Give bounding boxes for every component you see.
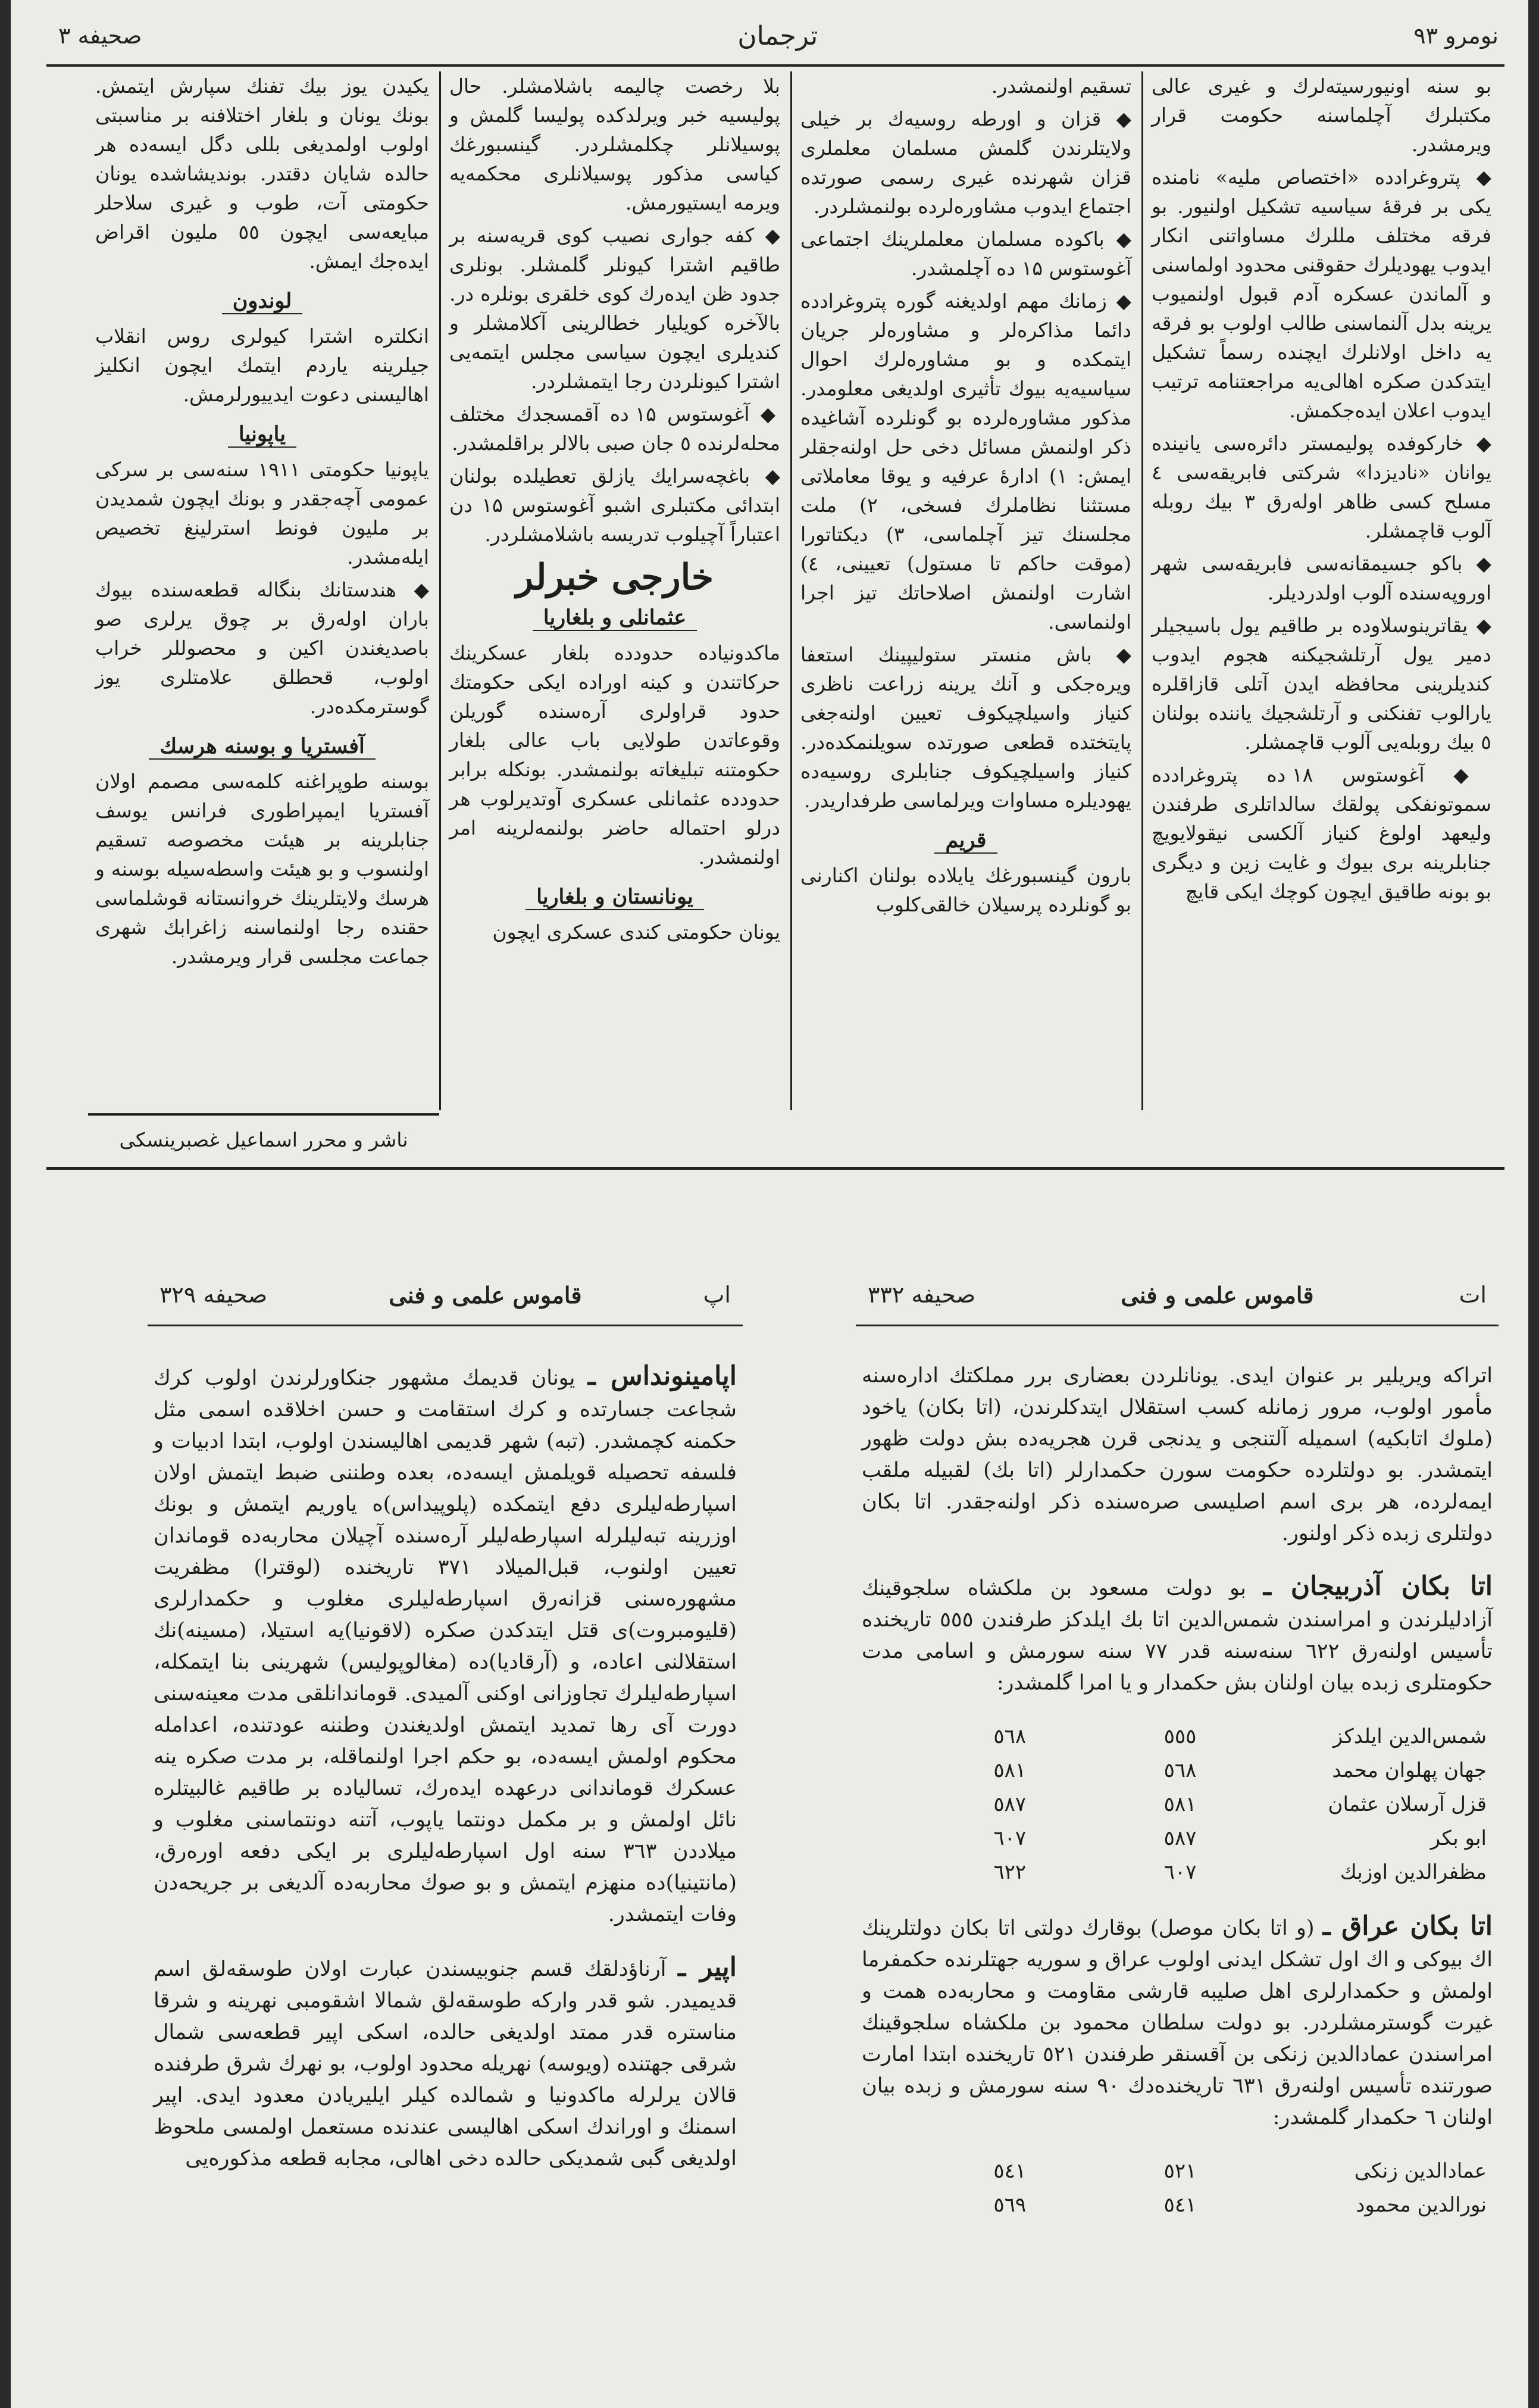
section-heading-text: آفستریا و بوسنه هرسك bbox=[149, 734, 375, 760]
section-heading bbox=[449, 603, 780, 632]
ruler-to: ٥٨۷ bbox=[993, 1792, 1027, 1816]
ruler-row bbox=[862, 2188, 1493, 2222]
ruler-from: ٦۰۷ bbox=[1163, 1860, 1197, 1884]
article-paragraph: ◆ باش منستر ستولیپینك استعفا ویره‌جكی و آنك یرینه زراعت ناظری كنیاز واسیلچیكوف تعیین اولنه‌جغی پایتختده قطعی صورتده سویلنمكده‌در. كنیاز واسیلچیكوف جنابلری روسیه‌ده یهودیلره مساوات ویرلماسی طرفداریدر. bbox=[800, 643, 1131, 812]
ruler-row bbox=[862, 1822, 1493, 1856]
ruler-row bbox=[862, 1788, 1493, 1822]
rulers-table bbox=[862, 1720, 1493, 1889]
article-paragraph: انكلتره اشترا كیولری روس انقلاب جیلرینه یاردم ایتمك ایچون انكلیز اهالیسنی دعوت ایدییورلرمش. bbox=[95, 324, 429, 406]
ruler-name: قزل آرسلان عثمان bbox=[1328, 1792, 1487, 1816]
entry-headword: اپیر ـ bbox=[678, 1952, 737, 1982]
article-paragraph: ◆ آغوستوس ۱۸ ده پتروغرادده سموتونفكی پولقك سالداتلری طرفندن ولیعهد اولوغ كنیاز آلكسی نیقولایویچ جنابلرینه بری بیوك و غایت زین و دیگری بو بونه طاقیق ایچون كوچك ایكی قایچ bbox=[1152, 763, 1491, 903]
foreign-news-title: خارجی خبرلر bbox=[515, 557, 714, 598]
entry-headword: اپامینونداس ـ bbox=[587, 1361, 737, 1391]
lower-right-header-rule bbox=[856, 1325, 1499, 1326]
ruler-name: مظفرالدین اوزبك bbox=[1340, 1860, 1487, 1884]
column-divider bbox=[1141, 71, 1143, 1110]
encyclopedia-right-page bbox=[856, 1339, 1499, 2399]
ruler-row bbox=[862, 1856, 1493, 1889]
article-paragraph: بارون گینسبورغك یایلاده بولنان اكنارنی بو گونلرده پرسیلان خالقی‌كلوب bbox=[800, 864, 1131, 916]
section-heading-text: یونانستان و بلغاریا bbox=[525, 885, 704, 910]
ruler-to: ٦۲۲ bbox=[993, 1860, 1027, 1884]
column-1 bbox=[1144, 71, 1499, 1110]
ruler-from: ٥٤۱ bbox=[1163, 2193, 1197, 2217]
entry-text: بو دولت مسعود بن ملكشاه سلجوقینك آزادلیلرندن و امراسندن شمس‌الدین اتا بك ایلدكز طرفندن ٥٥٥ تاریخنده تأسیس اولنه‌رق ٦۲۲ سنه‌سنه قدر ۷۷ سنه سورمش و اسامی مدت حكومتلری زبده بیان اولنان بش حكمدار و یا امرا گلمشدر: bbox=[862, 1576, 1493, 1695]
article-paragraph: ◆ خاركوفده پولیمستر دائره‌سی یانینده یوانان «نادیزدا» شركتی فابریقه‌سی ٤ مسلح كسی ظاهر اوله‌رق ۳ بیك روبله آلوب قاچمشلر. bbox=[1152, 432, 1492, 542]
page-number-label: صحیفه ۳ bbox=[58, 23, 142, 49]
entry-headword: اتا بكان آذربیجان ـ bbox=[1263, 1571, 1493, 1601]
article-paragraph: یونان حكومتی كندی عسكری ایچون bbox=[492, 920, 780, 944]
ruler-name: نورالدین محمود bbox=[1356, 2193, 1487, 2217]
masthead bbox=[58, 9, 1499, 63]
article-paragraph: یاپونیا حكومتی ۱۹۱۱ سنه‌سی بر سركی عمومی آچه‌جقدر و بونك ایچون شمدیدن بر ملیون فونط استرلینغ تخصیص ایله‌مشدر. bbox=[95, 458, 429, 569]
lower-right-header bbox=[856, 1274, 1499, 1316]
section-heading bbox=[449, 882, 780, 911]
right-page-letters: ات bbox=[1459, 1282, 1487, 1308]
issue-number: نومرو ۹۳ bbox=[1413, 23, 1499, 49]
ruler-row bbox=[862, 1720, 1493, 1754]
article-paragraph: تسقیم اولنمشدر. bbox=[991, 74, 1131, 98]
section-heading-text: عثمانلی و بلغاریا bbox=[533, 605, 697, 631]
column-3 bbox=[442, 71, 787, 1110]
section-heading bbox=[95, 286, 429, 316]
encyclopedia-entry bbox=[154, 1360, 737, 1931]
masthead-rule bbox=[46, 64, 1504, 67]
column-divider bbox=[439, 71, 441, 1110]
article-paragraph: بلا رخصت چالیمه باشلامشلر. حال پولیسیه خبر ویرلدكده پولیسا گلمش و پوسیلانلر چكلمشلردر. گینسبورغك كیاسی مذكور پوسیلانلری محكمه‌یه ویرمه ایستیورمش. bbox=[449, 74, 780, 214]
entry-text: یونان قدیمك مشهور جنكاورلرندن اولوب كرك شجاعت جسارتده و كرك استقامت و حسن اخلاقده اسمی مثل حكمنه كچمشدر. (تبه) شهر قدیمی اهالیسندن اولوب، ابتدا ادبیات و فلسفه تحصیله قویلمش ایسه‌ده، بعده وطننی ضبط ایتمش اولان اسپارطه‌لیلری دفع ایتمكده (پلوپیداس)ه یاوریم ایتمش و بونك اوزرینه تبه‌لیلرله اسپارطه‌لیلر آره‌سنده آچیلان محاربه‌ده قوماندان تعیین اولنوب، قبل‌المیلاد ۳۷۱ تاریخنده (لوقترا) مظفریت مشهوره‌سنی قزانه‌رق اسپارطه‌لیلری مغلوب و حكمدارلری (قلیومبروت)ی قتل ایتدكدن صكره (لاقونیا)یه استیلا، (مسینه)نك استقلالنی اعاده، و (آرقادیا)ده (مغالوپولیس) شهرینی بنا ایتمكله، اسپارطه‌لیلرك تجاوزانی اوكنی آلمیدی. قوماندانلقی مدت معینه‌سنی دورت آی رها تمدید ایتمش اولدیغندن وطننه عودتنده، اعدامله محكوم اولمش ایسه‌ده، بو حكم اجرا اولنماقله، بر مدت صكره ینه عسكرك قوماندانی درعهده ایده‌رك، تسالیاده بر طاقیم غالبیتلره نائل اولمش و بر مكمل دونتما یاپوب، آتنه دونتماسنی مغلوب و میلاددن ۳٦۳ سنه اول اسپارطه‌لیلری بر ایكی دفعه اوره‌رق، (مانتینیا)ده منهزم ایتمش و بو صوك محاربه‌ده آلدیغی بر جریحه‌دن وفات ایتمشدر. bbox=[154, 1366, 737, 1926]
ruler-from: ٥٥٥ bbox=[1163, 1725, 1197, 1748]
ruler-from: ٥٨۷ bbox=[1163, 1826, 1197, 1850]
lower-left-header-rule bbox=[148, 1325, 743, 1326]
section-heading-text: لوندون bbox=[222, 289, 302, 314]
column-4 bbox=[88, 71, 436, 1110]
section-heading bbox=[95, 420, 429, 449]
article-paragraph: ◆ باكو جسیمقانه‌سی فابریقه‌سی شهر اوروپه‌سنده آلوب اولدردیلر. bbox=[1152, 552, 1491, 604]
article-paragraph: بوسنه طوپراغنه كلمه‌سی مصمم اولان آفستریا ایمپراطوری فرانس یوسف جنابلرینه بر هیئت مخصوصه تسقیم اولنسوب و بو هیئت واسطه‌سیله بوسنه و هرسك ولایتلرینك خروانستانه قوشلماسی حقنده رجا اولنماسنه زاغرابك شهری جماعت مجلسی قرار ویرمشدر. bbox=[95, 770, 429, 968]
left-page-number: صحیفه ۳۲۹ bbox=[159, 1282, 268, 1308]
section-heading-text: یاپونیا bbox=[228, 422, 296, 448]
article-paragraph: یكیدن یوز بیك تفنك سپارش ایتمش. بونك یونان و بلغار اختلافنه بر مناسبتی اولوب اولمدیغی بللی دگل ایسه‌ده هر حالده شایان دقتدر. بوندیشاشده یونان حكومتی آت، طوب و غیری سلاحلر مبایعه‌سی ایچون ٥٥ ملیون اقراض ایده‌جك ایمش. bbox=[95, 74, 429, 273]
entry-headword: اتا بكان عراق ـ bbox=[1322, 1911, 1493, 1941]
article-paragraph: ◆ پتروغرادده «اختصاص ملیه» نامنده یكی بر فرقهٔ سیاسیه تشكیل اولنیور. بو فرقه مختلف مللرك مساواتنی انكار ایدوب یهودیلرك حقوقنی محدود اولماسنی و آلماندن عسكره آدم قبول اولنمیوب یرینه بدل آلنماسنی طالب اولوب بو فرقه یه داخل اولانلرك ایچنده رسماً تشكیل ایتدكدن صكره اهالی‌یه مراجعتنامه ترتیب ایدوب اعلان ایده‌جكمش. bbox=[1152, 165, 1491, 422]
ruler-to: ٥٦٨ bbox=[993, 1725, 1027, 1748]
article-paragraph: ◆ آغوستوس ۱۵ ده آقمسجدك مختلف محله‌لرنده ٥ جان صبی بالالر براقلمشدر. bbox=[449, 402, 780, 455]
section-heading-text: قریم bbox=[934, 828, 997, 854]
left-page-title: قاموس علمی و فنی bbox=[389, 1281, 582, 1308]
section-heading bbox=[95, 732, 429, 761]
right-page-number: صحیفه ۳۳۲ bbox=[868, 1282, 976, 1308]
newspaper-sheet bbox=[11, 0, 1528, 2408]
ruler-name: جهان پهلوان محمد bbox=[1332, 1759, 1487, 1782]
ruler-to: ٥٨۱ bbox=[993, 1759, 1027, 1782]
left-page-letters: اپ bbox=[703, 1282, 731, 1308]
rulers-table bbox=[862, 2154, 1493, 2222]
article-paragraph: ماكدونیاده حدودده بلغار عسكرینك حركاتندن و كینه اوراده ایكی حكومتك حدود قراولری آره‌سنده گوریلن وقوعاتدن طولایی باب عالی بلغار حكومتنه تبلیغاته بولنمشدر. بونكله برابر حدودده عثمانلی عسكری آوتدیرلوب هر درلو احتماله حاضر بولنمه‌لرینه امر اولنمشدر. bbox=[449, 641, 780, 869]
article-paragraph: ◆ قزان و اورطه روسیه‌ك بر خیلی ولایتلرندن گلمش مسلمان معلملری قزان شهرنده غیری رسمی صورتده اجتماع ایدوب مشاوره‌لرده بولنمشلردر. bbox=[800, 107, 1131, 218]
column-divider bbox=[790, 71, 792, 1110]
ruler-to: ٦۰۷ bbox=[993, 1826, 1027, 1850]
newspaper-title: ترجمان bbox=[737, 20, 818, 51]
article-paragraph: ◆ باكوده مسلمان معلملرینك اجتماعی آغوستوس ۱۵ ده آچلمشدر. bbox=[800, 227, 1131, 280]
ruler-from: ٥۲۱ bbox=[1163, 2159, 1197, 2183]
ruler-row bbox=[862, 1754, 1493, 1788]
article-paragraph: بو سنه اونیورسیته‌لرك و غیری عالی مكتبلرك آچلماسنه حكومت قرار ویرمشدر. bbox=[1152, 74, 1491, 156]
column-2 bbox=[793, 71, 1138, 1110]
entry-text: (و اتا بكان موصل) بوقارك دولتی اتا بكان دولتلرینك اك بیوكی و اك اول تشكل ایدنی اولوب عراق و سوریه جهتلرنده حكمفرما اولمش و حكمدارلری اهل صلیبه قارشی مقاومت و محاربه‌ده همت و غیرت گوسترمشلردر. بو دولت سلطان محمود بن ملكشاه سلجوقینك امراسندن عمادالدین زنكی بن آقسنقر طرفندن ٥۲۱ تاریخنده ابتدا امارت صورتنده تأسیس اولنه‌رق ٦۳۱ تاریخنده‌دك ۹۰ سنه سورمش و زبده بیان اولنان ٦ حكمدار گلمشدر: bbox=[862, 1916, 1493, 2129]
ruler-name: ابو بكر bbox=[1430, 1826, 1487, 1850]
ruler-from: ٥٦٨ bbox=[1163, 1759, 1197, 1782]
ruler-name: عمادالدین زنكی bbox=[1354, 2159, 1487, 2183]
ruler-row bbox=[862, 2154, 1493, 2188]
ruler-to: ٥٦۹ bbox=[993, 2193, 1027, 2217]
lower-left-header bbox=[148, 1274, 743, 1316]
ruler-from: ٥٨۱ bbox=[1163, 1792, 1197, 1816]
entry-text: آرناؤدلقك قسم جنوبیسندن عبارت اولان طوسقه‌لق اسم قدیمیدر. شو قدر واركه طوسقه‌لق شمالا اشقومبی نهرینه و شرقا مناستره قدر ممتد اولدیغی حالده، اسكی اپیر قطعه‌سی شمال شرقی جهتنده (ویوسه) نهریله محدود اولوب، بو نهرك شرق طرفنده قالان یرلرله ماكدونیا و شمالده كیلر ایلیریادن معدود ایدی. اپیر اسمنك و اوراندك اسكی اهالیسی عندنده مستعمل اولمسی ملحوظ اولدیغی گبی شمدیكی حالده دخی اهالی، مجابه قطعه مذكوره‌یی bbox=[154, 1957, 737, 2170]
article-paragraph: ◆ هندستانك بنگاله قطعه‌سنده بیوك باران اوله‌رق بر چوق یرلری صو باصدیغندن اكین و محصوللر خراب اولوب، قحطلق علامتلری یوز گوسترمكده‌در. bbox=[95, 578, 429, 718]
article-paragraph: ◆ كفه جواری نصیب كوی قریه‌سنه بر طاقیم اشترا كیونلر گلمشلر. بونلری جدود ظن ایده‌رك كوی خلقری بونلره در. بالآخره كویلیار خطالرینی آكلامشلر و كندیلری ایچون سیاسی مجلس ایتمه‌یی اشترا كیونلردن رجا ایتمشلردر. bbox=[449, 224, 780, 393]
article-paragraph: اتراكه ویریلیر بر عنوان ایدی. یونانلردن بعضاری برر مملكتك اداره‌سنه مأمور اولوب، مرور زمانله كسب استقلال ایتدكلرندن، (اتا بكان) یاخود (ملوك اتابكیه) اسمیله آلتنجی و یدنجی قرن هجریه‌ده بش دولت ظهور ایتمشدر. بو دولتلرده حكومت سورن حكمدارلر (اتا بك) لقبیله ملقب ایمه‌لرده، هر بری اسم اصلیسی صره‌سنده ذكر اولنه‌جقدر. اتا بكان دولتلری زبده ذكر اولنور. bbox=[862, 1364, 1493, 1545]
publisher-line: ناشر و محرر اسماعیل غصبرینسكی bbox=[119, 1128, 408, 1151]
article-paragraph: ◆ زمانك مهم اولدیغنه گوره پتروغرادده دائما مذاكره‌لر و مشاوره‌لر جریان ایتمكده و بو مشاوره‌لرك احوال سیاسیه‌یه بیوك تأثیری اولدیغی معلومدر. مذكور مشاوره‌لرده بو گونلرده آشاغیده ذكر اولنمش مسائل دخی حل اولنه‌جقلر ایمش: ۱) ادارهٔ عرفیه و یوقا معاملاتی مستثنا نظاملرك فسخی، ۲) ملت مجلسنك تیز آچلماسی، ۳) دیكتاتورا (موقت حاكم تا مستول) تعیینی، ٤) اشارت اولنمش اصلاحاتك تیز اجرا اولنماسی. bbox=[800, 289, 1131, 633]
ruler-to: ٥٤۱ bbox=[993, 2159, 1027, 2183]
footer-rule bbox=[88, 1113, 439, 1116]
encyclopedia-entry bbox=[154, 1951, 737, 2175]
encyclopedia-entry bbox=[862, 1570, 1493, 1699]
ruler-name: شمس‌الدین ایلدكز bbox=[1332, 1725, 1487, 1748]
encyclopedia-left-page bbox=[148, 1339, 743, 2399]
article-paragraph: ◆ باغچه‌سرایك یازلق تعطیلده بولنان ابتدائی مكتبلری اشبو آغوستوس ۱۵ دن اعتباراً آچیلوب تدریسه باشلامشلردر. bbox=[449, 464, 781, 546]
section-heading bbox=[800, 826, 1131, 855]
right-page-title: قاموس علمی و فنی bbox=[1121, 1281, 1314, 1308]
article-paragraph: ◆ یقاترینوسلاوده بر طاقیم یول باسیجیلر دمیر یول آرتلشجیكنه هجوم ایدوب كندیلرینی محافظه ایدن آتلی قازاقلره یارالوب تفنكنی و آرتلشجیك یاننده بولنان ٥ بیك روبله‌یی آلوب قاچمشلر. bbox=[1152, 614, 1491, 754]
page-bottom-rule bbox=[46, 1167, 1504, 1170]
encyclopedia-entry bbox=[862, 1910, 1493, 2134]
